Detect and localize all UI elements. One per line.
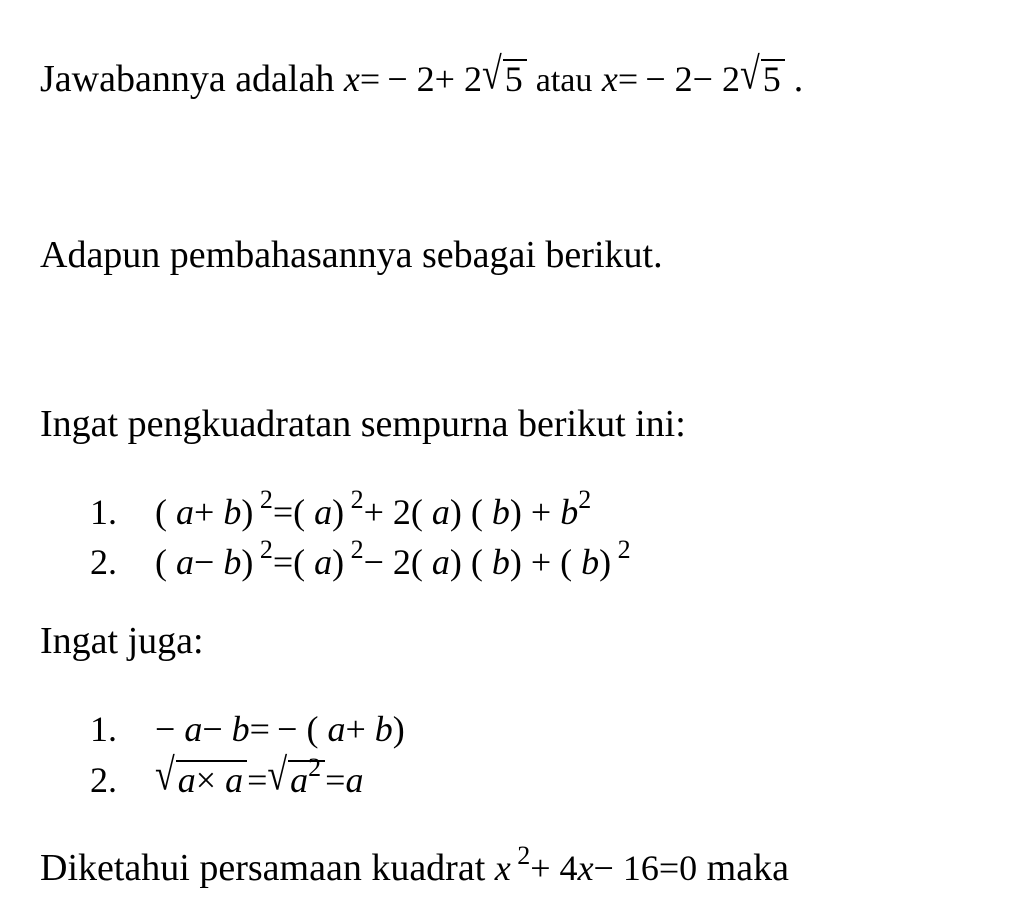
formula-square-root: $√a\times a =√a^2 =a$ xyxy=(155,749,364,800)
formula-sum-square: ( a+ b) $^2$=( a) $^2$+ 2( a) ( $b) + b^2$ xyxy=(155,485,592,532)
answer-root-1: x= − 2+ 2√5 xyxy=(344,59,536,99)
also-heading: Ingat juga: xyxy=(40,620,204,662)
given-line xyxy=(40,841,789,895)
answer-lead: Jawabannya adalah xyxy=(40,58,335,100)
item-number: 1. xyxy=(90,709,117,749)
formula-difference-square: ( a− b) $^2$=( a) $^2$− 2( a) ( b) + ( b) $^2$ xyxy=(155,535,631,582)
answer-line xyxy=(40,48,804,104)
answer-period: . xyxy=(793,58,804,100)
formula-negation: − a− b= − ( a+ b) xyxy=(155,709,405,749)
item-number: 2. xyxy=(90,542,117,582)
given-lead: Diketahui persamaan kuadrat xyxy=(40,847,486,889)
answer-connector: atau xyxy=(535,62,593,99)
also-item-1 xyxy=(90,707,405,751)
given-tail: maka xyxy=(706,847,789,889)
intro-text: Adapun pembahasannya sebagai berikut. xyxy=(40,234,663,276)
also-item-2 xyxy=(90,749,364,802)
item-number: 2. xyxy=(90,760,117,800)
perfect-square-heading: Ingat pengkuadratan sempurna berikut ini: xyxy=(40,403,686,445)
answer-root-2: x= − 2− 2√5 xyxy=(602,59,794,99)
item-number: 1. xyxy=(90,492,117,532)
perfect-square-item-2 xyxy=(90,535,631,588)
given-equation: x $^2$+ 4x− 16=0 xyxy=(494,841,698,888)
perfect-square-item-1 xyxy=(90,485,592,538)
